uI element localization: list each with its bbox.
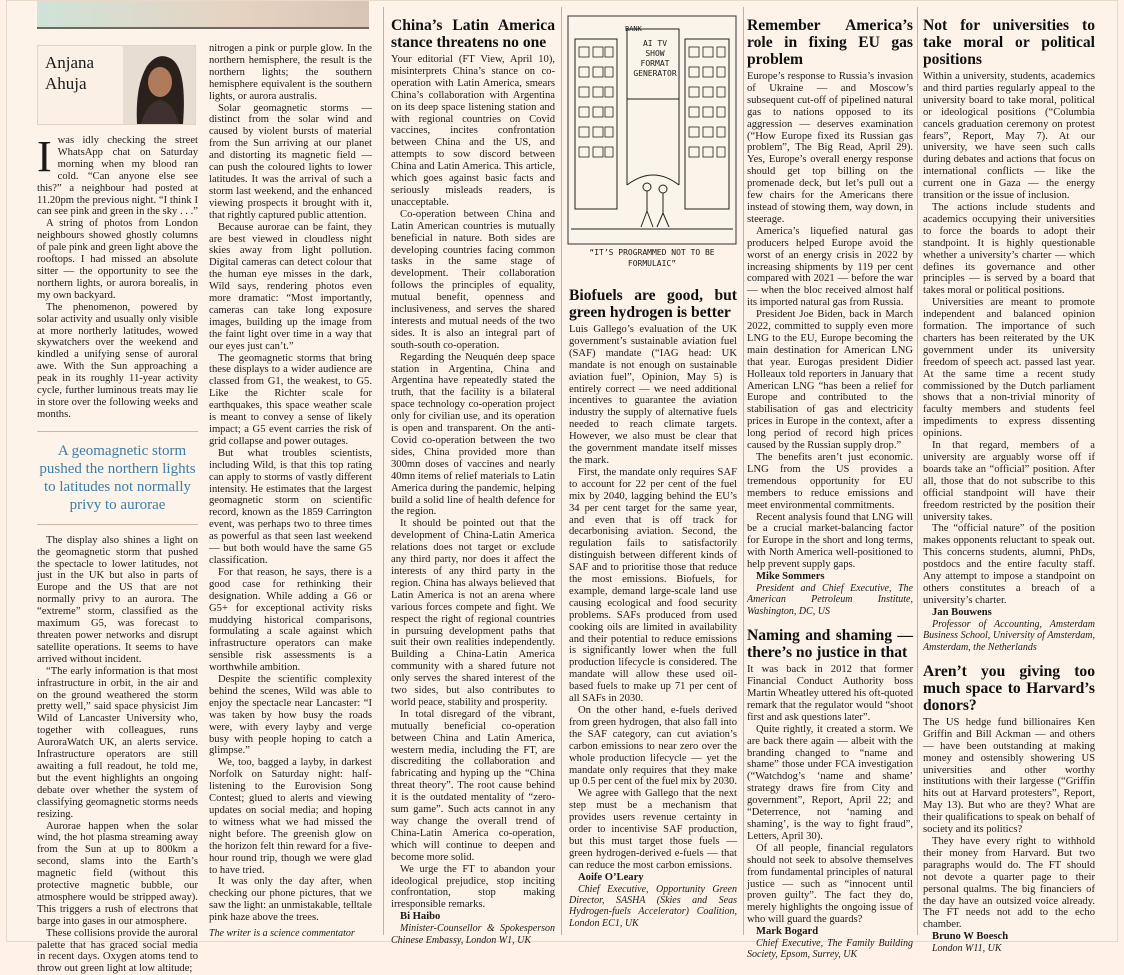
letter-paragraph: Quite rightly, it created a storm. We are back there again — albeit with the branding changed to “name and shame” those under FCA investigation (“Watchdog’s ‘name and shame’ strategy draws fire from City and government”, Report, April 22; and “Deterrence, not ‘naming and shaming’, is the way to fight fraud”, Letters, April 30). xyxy=(747,723,913,842)
letter-signer: Mark Bogard xyxy=(756,926,819,938)
column-divider xyxy=(383,7,384,935)
letters-column-4 xyxy=(923,17,1095,955)
cartoon-bank-label: BANK xyxy=(625,25,642,33)
letter-paragraph: Co-operation between China and Latin American countries is mutually beneficial in nature. Both sides are developing countries facing common tasks in the same stage of development. Their collaboration follows the principles of equality, mutual benefit, openness and inclusiveness, and serves the shared interests and mutual needs of the two sides. It is also an integral part of south-south co-operation. xyxy=(391,208,555,351)
letter-china xyxy=(391,17,555,946)
column-left-text xyxy=(37,132,198,975)
letter-signer-role: President and Chief Executive, The American Petroleum Institute, Washington, DC, US xyxy=(747,582,913,617)
column-paragraph: We, too, bagged a layby, in darkest Norfolk on Saturday night: half-listening to the Eurovision Song Contest; glued to alerts and viewing updates on social media; and hoping to witness what we had missed the night before. The greenish glow on the horizon felt thin reward for a five-hour round trip, though we were glad to have tried. xyxy=(209,757,372,876)
letter-biofuels xyxy=(569,287,737,929)
column-paragraph: The display also shines a light on the geomagnetic storm that pushed the spectacle to lower latitudes, not just in the UK but also in parts of Europe and the US that are not normally privy to an aurora. The “extreme” storm, classified as the maximum G5, was forecast to threaten power networks and disrupt satellite operations. It seems to have arrived without incident. xyxy=(37,534,198,665)
letter-headline: Biofuels are good, but green hydrogen is better xyxy=(569,287,737,321)
column-paragraph: The phenomenon, powered by solar activity and usually only visible at more northerly latitudes, wowed skywatchers over the weekend and kindled a unifying sense of auroral awe. With the Sun approaching a peak in its roughly 11-year activity cycle, further luminous treats may lie in store over the following weeks and months. xyxy=(37,301,198,420)
letter-paragraph: We urge the FT to abandon your ideological prejudice, stop inciting confrontation, stop making irresponsible remarks. xyxy=(391,863,555,911)
letter-universities xyxy=(923,17,1095,653)
column-paragraph: “The early information is that most infrastructure in orbit, in the air and on the ground weathered the storm pretty well,” said space physicist Jim Wild of Lancaster University who, together with colleagues, runs AuroraWatch UK, an alerts service. Infrastructure operators are still awaiting a full readout, he told me, but the event highlights an ongoing debate over whether the system of classifying geomagnetic storms needs resizing. xyxy=(37,665,198,820)
letter-paragraph: Europe’s response to Russia’s invasion of Ukraine — and Moscow’s subsequent cut-off of pipelined natural gas to nations opposed to its aggression — deserves examination (“How Europe fixed its Russian gas problem”, The Big Read, April 29). Yes, Europe’s overall energy response should get top billing on the promenade deck, but let’s pull out a few chairs for the Americans there instead of stowing them, way down, in steerage. xyxy=(747,71,913,225)
letter-signer: Jan Bouwens xyxy=(932,606,992,618)
letter-paragraph: President Joe Biden, back in March 2022, committed to supply even more LNG to the EU, Europe becoming the main destination for American LNG that year. Eurogas president Didier Holleaux told reporters in January that American LNG “has been a relief for Europe and contributed to the stabilisation of gas and electricity prices in Europe in the context, after a long period of record high prices caused by the Russian supply drop.” xyxy=(747,309,913,452)
letter-paragraph: Within a university, students, academics and third parties regularly appeal to the university board to take moral, political or ideological positions (“Columbia cancels graduation ceremony on protest fears”, Report, May 7). At our university, we have seen such calls during debates and actions that focus on international conflicts — like the current one in Gaza — the energy transition or the issue of inclusion. xyxy=(923,71,1095,202)
letter-signer-role: Chief Executive, The Family Building Society, Epsom, Surrey, UK xyxy=(747,938,913,961)
letter-paragraph: We agree with Gallego that the next step must be a mechanism that provides users revenue certainty in order to incentivise SAF production, but this must target those fuels — green hydrogen-derived e-fuels — that can reduce the most carbon emissions. xyxy=(569,788,737,871)
letter-paragraph: Luis Gallego’s evaluation of the UK government’s sustainable aviation fuel (SAF) mandate (“IAG head: UK mandate is not enough on sustainable aviation fuel”, Opinion, May 5) is entirely correct — we need additional incentives to guarantee the aviation industry the supply of alternative fuels needed to reach climate targets. However, we also must be clear that the government mandate itself misses the mark. xyxy=(569,324,737,466)
letter-paragraph: Of all people, financial regulators should not seek to absolve themselves from fundamental principles of natural justice — such as “innocent until proven guilty”. The fact they do, merely highlights the ongoing issue of who will guard the guards? xyxy=(747,842,913,926)
drop-cap: I xyxy=(37,132,52,181)
letter-paragraph: Recent analysis found that LNG will be a crucial market-balancing factor for Europe in the short and long terms, with North America well-positioned to help prevent supply gaps. xyxy=(747,511,913,571)
column-paragraph: But what troubles scientists, including Wild, is that this top rating can apply to storms of vastly different intensity. He estimates that the largest geomagnetic storm on scientific record, known as the 1859 Carrington event, was perhaps two to three times as powerful as that seen last weekend — but both would have the same G5 classification. xyxy=(209,447,372,566)
letter-paragraph: First, the mandate only requires SAF to account for 22 per cent of the fuel mix by 2040, lagging behind the EU’s 34 per cent target for the same year, and even that is off track for decarbonising aviation. Second, the regulation fails to satisfactorily distinguish between different kinds of SAF and to prioritise those that reduce the most emissions. Biofuels, for example, demand large-scale land use causing ecological and food security problems. SAFs produced from used cooking oils are limited in availability and their potential to reduce emissions is significantly lower when the full production lifecycle is considered. The mandate will allow these used oil-based fuels to make up 71 per cent of all SAFs in 2030. xyxy=(569,466,737,705)
pull-quote-box xyxy=(37,431,198,525)
header-illustration xyxy=(37,1,369,29)
intro-text: was idly checking the street WhatsApp chat on Saturday morning when my blood ran cold. “Can anyone else see this?” a neighbour had posted at 11.20pm the previous night. “I think I can see pink and green in the sky . . .” xyxy=(37,135,198,218)
pull-quote: A geomagnetic storm pushed the northern lights to latitudes not normally privy to aurorae xyxy=(39,442,196,513)
letter-paragraph: The US hedge fund billionaires Ken Griffin and Bill Ackman — and others — have been outstanding at making money and ostensibly showering US universities and other worthy institutions with their largesse (“Griffin hits out at Harvard protesters”, Report, May 13). But who are they? What are their qualifications to speak on behalf of society and its politics? xyxy=(923,716,1095,836)
letter-naming-shaming xyxy=(747,627,913,961)
column-paragraph: These collisions provide the auroral palette that has graced social media in recent days. Oxygen atoms tend to throw out green light at low altitude; xyxy=(37,927,198,975)
letter-signer-role: London W11, UK xyxy=(932,943,1002,955)
letter-paragraph: In that regard, members of a university are arguably worse off if boards take an “official” position. After all, those that do not subscribe to this official standpoint will have their freedom restricted by the position their university takes. xyxy=(923,440,1095,523)
letter-signer-role: Minister-Counsellor & Spokesperson Chinese Embassy, London W1, UK xyxy=(391,923,555,946)
column-right-text xyxy=(209,43,372,940)
letter-headline: Not for universities to take moral or political positions xyxy=(923,17,1095,68)
letter-paragraph: The “official nature” of the position makes opponents reluctant to speak out. This concerns students, alumni, PhDs, postdocs and the entire faculty staff. Any attempt to impose a standpoint on others constitutes a breach of a university’s charter. xyxy=(923,523,1095,606)
letter-headline: Naming and shaming — there’s no justice in that xyxy=(747,627,913,662)
author-first-name: Anjana xyxy=(45,53,95,72)
cartoon-caption: “IT’S PROGRAMMED NOT TO BE FORMULAIC” xyxy=(589,248,715,268)
author-last-name: Ahuja xyxy=(45,74,87,93)
column-paragraph: Because aurorae can be faint, they are best viewed in cloudless night skies away from light pollution. Digital cameras can detect colour that the human eye misses in the dark, Wild says, rendering photos even more dramatic: “Most importantly, cameras can take long exposure images, building up the image from the faint light over time in a way that our eyes just can’t.” xyxy=(209,221,372,352)
letter-paragraph: America’s liquefied natural gas producers helped Europe avoid the worst of an energy crisis in 2022 by increasing shipments by 119 per cent compared with 2021 — before the war — when the bloc received almost half its imported natural gas from Russia. xyxy=(747,225,913,309)
letter-paragraph: Regarding the Neuquén deep space station in Argentina, China and Argentina have repeatedly stated the truth, that the facility is a bilateral space technology co-operation project only for civilian use, and its operation is open and transparent. On the anti-Covid co-operation between the two sides, China provided more than 300mn doses of vaccines and nearly 40mn items of relief materials to Latin America during the pandemic, helping build a solid line of health defence for the region. xyxy=(391,351,555,518)
column-paragraph: For that reason, he says, there is a good case for rethinking their designation. While adding a G6 or G5+ for exceptional activity risks muddying historical comparisons, formulating a scale against which infrastructure operators can make sensible risk assessments is a worthwhile ambition. xyxy=(209,566,372,674)
column-paragraph: It was only the day after, when checking our phone pictures, that we saw the light: an unmistakable, telltale pink haze above the trees. xyxy=(209,876,372,924)
intro-paragraph xyxy=(37,132,198,218)
column-paragraph: Solar geomagnetic storms — distinct from the solar wind and caused by violent bursts of material from the Sun arriving at our planet and distorting its magnetic field — can push the coloured lights to lower latitudes. It was the arrival of such a storm last weekend, and the enhanced viewing prospects it brought with it, that rightly captured public attention. xyxy=(209,102,372,221)
column-paragraph: Despite the scientific complexity behind the scenes, Wild was able to enjoy the spectacle near Lancaster: “I was taken by how busy the roads were, with every layby and verge busy with people hoping to catch a glimpse.” xyxy=(209,674,372,757)
letter-paragraph: On the other hand, e-fuels derived from green hydrogen, that also fall into the SAF category, can cut aviation’s carbon emissions to near zero over the whole production lifecycle — yet the mandate only requires that they make up 0.5 per cent of the fuel mix by 2030. xyxy=(569,705,737,788)
cartoon-screen-text: AI TV SHOW FORMAT GENERATOR xyxy=(633,39,677,78)
letter-signer: Mike Sommers xyxy=(756,571,825,583)
letter-headline: Remember America’s role in fixing EU gas problem xyxy=(747,17,913,68)
letter-headline: China’s Latin America stance threatens no one xyxy=(391,17,555,51)
letter-signer: Aoife O’Leary xyxy=(578,871,644,883)
column-paragraph: A string of photos from London neighbours showed ghostly columns of pale pink and green light above the rooftops. I had missed an absolute sitter — the opportunity to see the northern lights, or aurora borealis, in my own backyard. xyxy=(37,218,198,301)
letter-paragraph: In total disregard of the vibrant, mutually beneficial co-operation between China and Latin America, western media, including the FT, are discrediting the collaboration and fabricating and hyping up the “China threat theory”. The root cause behind it is the outdated mentality of “zero-sum game”. Such acts cannot in any way change the overall trend of China-Latin America co-operation, which will continue to deepen and become more solid. xyxy=(391,708,555,863)
letter-paragraph: They have every right to withhold their money from Harvard. But two paragraphs would do. The FT should not devote a quarter page to their personal qualms. The big financiers of the day have an outsized voice already. The FT needs not add to the echo chamber. xyxy=(923,835,1095,931)
column-divider xyxy=(743,7,744,935)
cartoon xyxy=(567,15,737,273)
column-divider xyxy=(917,7,918,935)
letter-signer: Bruno W Boesch xyxy=(932,931,1009,943)
column-paragraph: The geomagnetic storms that bring these displays to a wider audience are classed from G1, the weakest, to G5. Like the Richter scale for earthquakes, this space weather scale is meant to convey a sense of likely impact; a G5 event carries the risk of grid collapse and power outages. xyxy=(209,352,372,447)
letter-paragraph: It was back in 2012 that former Financial Conduct Authority boss Martin Wheatley uttered his oft-quoted remark that the regulator would “shoot first and ask questions later”. xyxy=(747,664,913,723)
column-divider xyxy=(561,7,562,935)
letter-harvard xyxy=(923,663,1095,955)
author-box xyxy=(37,45,196,125)
newspaper-page xyxy=(6,0,1118,975)
author-footnote: The writer is a science commentator xyxy=(209,928,355,940)
letters-column-3 xyxy=(747,17,913,961)
author-name xyxy=(45,52,94,94)
column-paragraph: Aurorae happen when the solar wind, the hot plasma streaming away from the Sun at up to 800km a second, slams into the Earth’s magnetic field (without this protective magnetic bubble, our atmosphere would be stripped away). This triggers a rush of electrons that barge into gases in our atmosphere. xyxy=(37,820,198,927)
letter-us-gas xyxy=(747,17,913,617)
letter-signer: Bi Haibo xyxy=(400,911,441,923)
letter-paragraph: Universities are meant to promote independent and balanced opinion formation. The importance of such charters has been reiterated by the UK government under its university freedom of speech act. passed last year. At the same time a recent study commissioned by the Dutch parliament shows that a non-trivial minority of faculty members and students feel impediments to express dissenting opinions. xyxy=(923,297,1095,440)
column-paragraph: nitrogen a pink or purple glow. In the northern hemisphere, the result is the northern lights; the southern hemisphere equivalent is the southern lights, or aurora australis. xyxy=(209,43,372,102)
letter-paragraph: The benefits aren’t just economic. LNG from the US provides a tremendous opportunity for EU members to reduce emissions and meet environmental commitments. xyxy=(747,452,913,511)
letter-paragraph: The actions include students and academics occupying their universities to force the boards to adopt their standpoint. It is highly questionable whether a university’s charter — which defines its governance and other principles — is served by a board that takes moral or political positions. xyxy=(923,201,1095,297)
letter-headline: Aren’t you giving too much space to Harvard’s donors? xyxy=(923,662,1095,714)
letter-paragraph: It should be pointed out that the development of China-Latin America relations does not target or exclude any third party, nor does it affect the interests of any third party in the region. China has always believed that Latin America is not an arena where various forces compete and fight. We respect the right of regional countries in pursuing development paths that suit their own realities independently. Building a China-Latin America community with a shared future not only serves the shared interest of the two sides, but also contributes to world peace, stability and prosperity. xyxy=(391,518,555,708)
letter-signer-role: Professor of Accounting, Amsterdam Business School, University of Amsterdam, Amsterdam, the Netherlands xyxy=(923,618,1095,653)
author-photo xyxy=(123,46,195,124)
letter-paragraph: Your editorial (FT View, April 10), misinterprets China’s stance on co-operation with Latin America, smears China’s collaboration with Argentina on its deep space listening station and with regional countries on Covid vaccines, incites confrontation between China and the US, and attempts to sow discord between China and Latin America. This article, which goes against basic facts and seriously misleads readers, is unacceptable. xyxy=(391,54,555,208)
letter-signer-role: Chief Executive, Opportunity Green Director, SASHA (Skies and Seas Hydrogen-fuels Accelerator) Coalition, London EC1, UK xyxy=(569,883,737,929)
